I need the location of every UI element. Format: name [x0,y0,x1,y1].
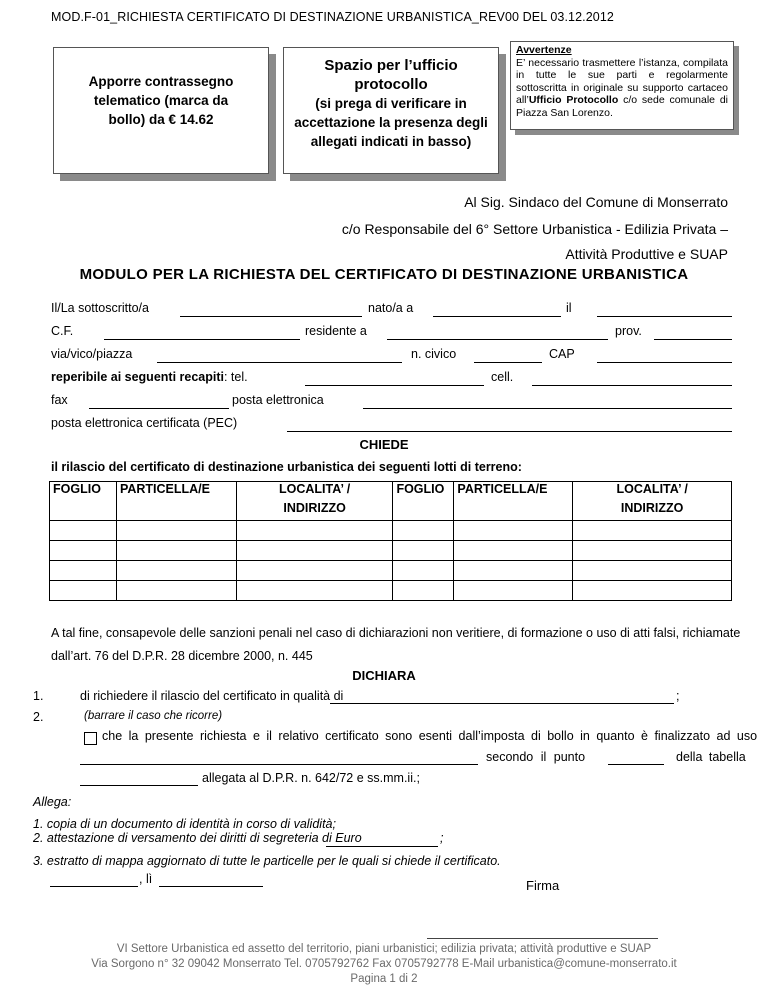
label-via: via/vico/piazza [51,347,133,361]
qualita-label: di richiedere il rilascio del certificato in qualità di [80,689,344,703]
table-header-cell: FOGLIO [393,482,454,521]
nato-field[interactable] [433,316,561,317]
warning-title: Avvertenze [516,44,572,56]
rilascio-text: il rilascio del certificato di destinazione urbanistica dei seguenti lotti di terreno: [51,460,522,474]
allega-item: 3. estratto di mappa aggiornato di tutte le particelle per le quali si chiede il certificato. [33,854,501,868]
lots-table [49,481,732,601]
tel-field[interactable] [305,385,484,386]
item-number: 2. [33,710,44,724]
warning-box [510,41,734,130]
label-cf: C.F. [51,324,74,338]
footer-line: VI Settore Urbanistica ed assetto del territorio, piani urbanistici; edilizia privata; attività produttive e SUAP [116,943,652,955]
label-residente: residente a [305,324,367,338]
addressee-line: Al Sig. Sindaco del Comune di Monserrato [464,194,728,210]
label-cell: cell. [491,370,514,384]
signature-line[interactable] [427,938,658,939]
cell-field[interactable] [532,385,732,386]
label-nato: nato/a a [368,301,414,315]
firma-label: Firma [526,878,560,893]
label-cap: CAP [549,347,575,361]
table-header-cell: FOGLIO [50,482,117,521]
esenti-text: che la presente richiesta e il relativo certificato sono esenti dall’imposta di bollo in quanto è finalizzato ad uso [102,729,758,743]
form-code: MOD.F-01_RICHIESTA CERTIFICATO DI DESTINAZIONE URBANISTICA_REV00 DEL 03.12.2012 [51,10,614,24]
table-row [50,561,732,581]
consapevole-text: dall’art. 76 del D.P.R. 28 dicembre 2000, n. 445 [51,649,313,663]
qualita-field[interactable] [330,703,674,704]
tabella-label: della tabella [676,750,746,764]
protocol-line: allegati indicati in basso) [310,134,472,149]
page-number: Pagina 1 di 2 [350,973,418,985]
barrare-label: (barrare il caso che ricorre) [84,710,223,722]
euro-field[interactable] [326,846,438,847]
date-field[interactable] [159,886,263,887]
birthdate-field[interactable] [597,316,732,317]
addressee-line: Attività Produttive e SUAP [565,246,728,262]
table-header-row [50,482,732,521]
item-number: 1. [33,689,44,703]
chiede-heading: CHIEDE [359,437,409,452]
label-recapiti: reperibile ai seguenti recapiti: tel. [51,370,248,384]
label-email: posta elettronica [232,393,324,407]
stamp-line: Apporre contrassegno [88,74,234,89]
pec-field[interactable] [287,431,732,432]
addressee-line: c/o Responsabile del 6° Settore Urbanistica - Edilizia Privata – [341,221,728,237]
stamp-line: telematico (marca da [93,93,229,108]
table-row [50,521,732,541]
place-field[interactable] [50,886,138,887]
prov-field[interactable] [654,339,732,340]
uso-field[interactable] [80,764,478,765]
punto-field[interactable] [608,764,664,765]
residente-field[interactable] [387,339,608,340]
label-il: il [566,301,572,315]
fax-field[interactable] [89,408,229,409]
consapevole-text: A tal fine, consapevole delle sanzioni penali nel caso di dichiarazioni non veritiere, di formazione o uso di atti falsi, richiamate [51,626,741,640]
cf-field[interactable] [104,339,300,340]
semicolon: ; [440,831,444,845]
esenzione-checkbox[interactable] [84,732,97,745]
protocol-line: Spazio per l’ufficio [324,57,458,74]
table-row [50,581,732,601]
cap-field[interactable] [597,362,732,363]
protocol-line: accettazione la presenza degli [294,115,488,130]
tabella-field[interactable] [80,785,198,786]
protocol-line: (si prega di verificare in [315,96,467,111]
allega-item: 2. attestazione di versamento dei diritti di segreteria di Euro [33,831,362,845]
label-civico: n. civico [411,347,457,361]
table-header-cell: LOCALITA’ / INDIRIZZO [236,482,393,521]
table-header-cell: LOCALITA’ / INDIRIZZO [573,482,732,521]
dichiara-heading: DICHIARA [352,668,416,683]
label-sottoscritto: Il/La sottoscritto/a [51,301,149,315]
email-field[interactable] [363,408,732,409]
protocol-box [283,47,499,174]
label-fax: fax [51,393,68,407]
civico-field[interactable] [474,362,542,363]
allegata-label: allegata al D.P.R. n. 642/72 e ss.mm.ii.; [202,771,420,785]
li-label: , lì [139,872,153,886]
allega-item: 1. copia di un documento di identità in corso di validità; [33,817,336,831]
label-prov: prov. [615,324,642,338]
via-field[interactable] [157,362,402,363]
label-pec: posta elettronica certificata (PEC) [51,416,238,430]
secondo-label: secondo il punto [486,750,586,764]
stamp-box [53,47,269,174]
table-row [50,541,732,561]
stamp-line: bollo) da € 14.62 [108,112,214,127]
table-header-cell: PARTICELLA/E [454,482,573,521]
protocol-line: protocollo [354,76,428,93]
warning-text: E’ necessario trasmettere l’istanza, compilata in tutte le sue parti e regolarmente sottoscritta in originale su supporto cartaceo all’Ufficio Protocollo c/o sede comunale di Piazza San Lorenzo. [516,56,728,119]
footer-line: Via Sorgono n° 32 09042 Monserrato Tel. 0705792762 Fax 0705792778 E-Mail urbanistica@comune-monserrato.it [91,958,677,970]
allega-title: Allega: [33,795,72,809]
sottoscritto-field[interactable] [180,316,362,317]
semicolon: ; [676,689,680,703]
table-header-cell: PARTICELLA/E [116,482,236,521]
page-title: MODULO PER LA RICHIESTA DEL CERTIFICATO DI DESTINAZIONE URBANISTICA [79,266,689,283]
